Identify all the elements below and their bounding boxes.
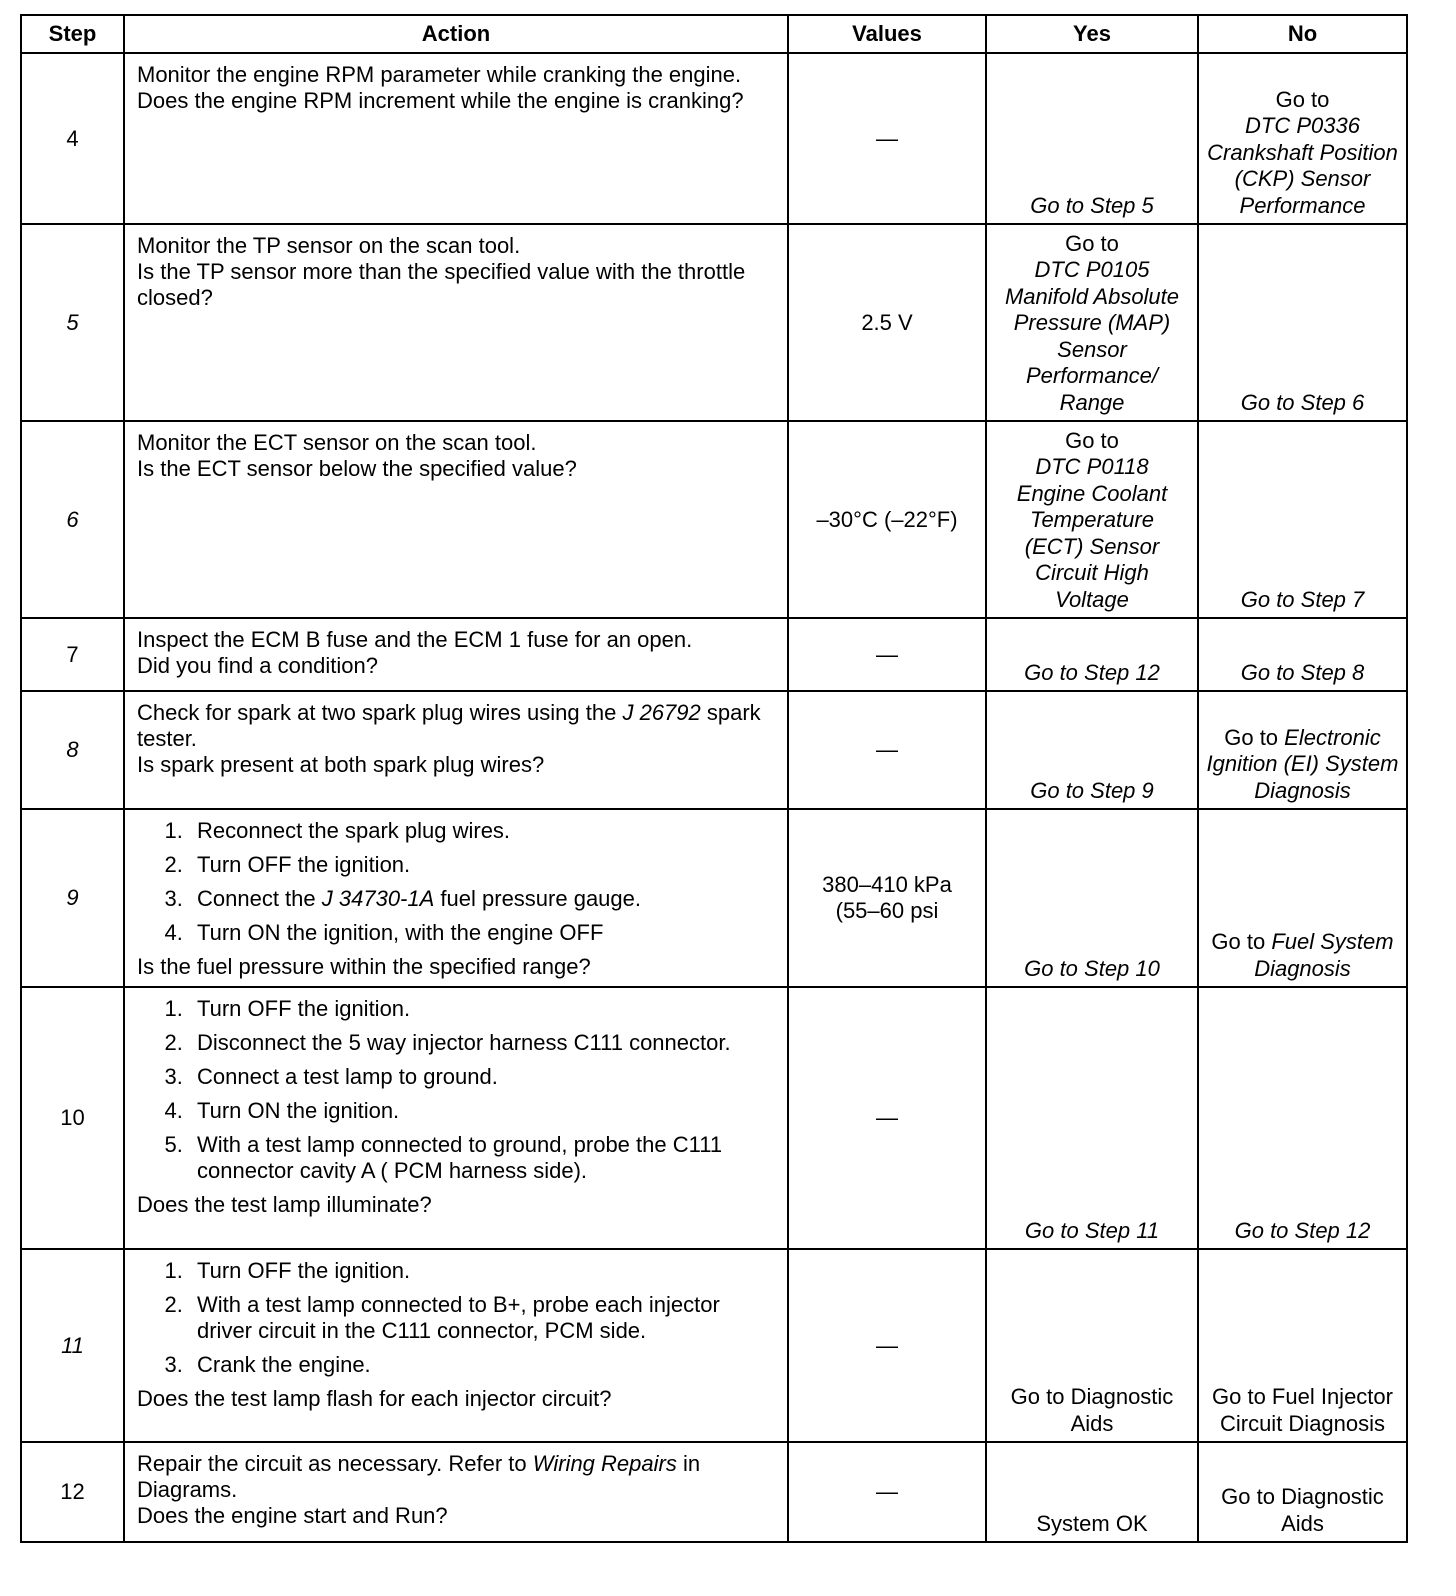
value-cell: — bbox=[788, 53, 986, 224]
wiring-repairs-link[interactable]: Wiring Repairs bbox=[532, 1451, 677, 1476]
procedure-list bbox=[137, 996, 777, 1184]
no-link[interactable]: Go to Step 7 bbox=[1240, 586, 1365, 612]
action-cell bbox=[124, 224, 788, 421]
no-link[interactable]: Go to Step 6 bbox=[1240, 389, 1365, 415]
action-question: Is the TP sensor more than the specified value with the throttle closed? bbox=[137, 259, 746, 310]
yes-cell bbox=[986, 53, 1198, 224]
step-number: 5 bbox=[21, 224, 124, 421]
step-number: 8 bbox=[21, 691, 124, 809]
yes-cell bbox=[986, 618, 1198, 691]
no-link[interactable]: Go to Step 12 bbox=[1234, 1217, 1371, 1243]
yes-cell bbox=[986, 1249, 1198, 1442]
yes-cell bbox=[986, 1442, 1198, 1542]
action-question: Does the engine start and Run? bbox=[137, 1503, 448, 1528]
value-cell: — bbox=[788, 1442, 986, 1542]
no-cell bbox=[1198, 1442, 1407, 1542]
no-prefix: Go to bbox=[1275, 86, 1330, 112]
table-row-step-4 bbox=[21, 53, 1407, 224]
yes-cell bbox=[986, 987, 1198, 1249]
no-cell bbox=[1198, 691, 1407, 809]
header-step: Step bbox=[21, 15, 124, 53]
header-yes: Yes bbox=[986, 15, 1198, 53]
action-question: Does the test lamp illuminate? bbox=[137, 1192, 432, 1217]
yes-prefix: Go to bbox=[1065, 230, 1119, 256]
procedure-item: 2. Turn OFF the ignition. bbox=[189, 852, 777, 878]
action-text bbox=[137, 1451, 777, 1503]
header-row bbox=[21, 15, 1407, 53]
procedure-item: 3. Crank the engine. bbox=[189, 1352, 777, 1378]
action-text: Inspect the ECM B fuse and the ECM 1 fuse for an open. bbox=[137, 627, 693, 652]
tool-reference: J 34730-1A bbox=[321, 886, 435, 911]
value-cell: — bbox=[788, 1249, 986, 1442]
action-cell bbox=[124, 618, 788, 691]
action-cell bbox=[124, 987, 788, 1249]
action-question: Does the test lamp flash for each injector circuit? bbox=[137, 1386, 612, 1411]
yes-link[interactable]: DTC P0105 Manifold Absolute Pressure (MAP) Sensor Performance/ Range bbox=[1004, 257, 1180, 415]
yes-link[interactable]: Go to Step 11 bbox=[1024, 1217, 1160, 1243]
action-question: Does the engine RPM increment while the engine is cranking? bbox=[137, 88, 744, 113]
procedure-item: 1. Turn OFF the ignition. bbox=[189, 1258, 777, 1284]
no-cell bbox=[1198, 809, 1407, 987]
procedure-item: 2. Disconnect the 5 way injector harness C111 connector. bbox=[189, 1030, 777, 1056]
no-prefix: Go to bbox=[1224, 724, 1279, 750]
action-cell bbox=[124, 1249, 788, 1442]
no-cell bbox=[1198, 53, 1407, 224]
procedure-item: 3. Connect a test lamp to ground. bbox=[189, 1064, 777, 1090]
step-number: 4 bbox=[21, 53, 124, 224]
action-text: Monitor the ECT sensor on the scan tool. bbox=[137, 430, 537, 455]
step-number: 10 bbox=[21, 987, 124, 1249]
action-text bbox=[137, 700, 777, 752]
step-number: 7 bbox=[21, 618, 124, 691]
yes-link[interactable]: Go to Step 5 bbox=[1030, 192, 1154, 218]
no-link[interactable]: Electronic Ignition (EI) System Diagnosis bbox=[1206, 724, 1399, 803]
tool-reference: J 26792 bbox=[622, 700, 701, 725]
yes-link[interactable]: Go to Step 12 bbox=[1024, 659, 1160, 685]
yes-cell bbox=[986, 691, 1198, 809]
step-number: 12 bbox=[21, 1442, 124, 1542]
procedure-list bbox=[137, 1258, 777, 1378]
value-cell: 2.5 V bbox=[788, 224, 986, 421]
no-cell bbox=[1198, 618, 1407, 691]
table-row-step-12 bbox=[21, 1442, 1407, 1542]
table-row-step-7 bbox=[21, 618, 1407, 691]
step-number: 9 bbox=[21, 809, 124, 987]
step-number: 6 bbox=[21, 421, 124, 618]
action-cell bbox=[124, 691, 788, 809]
header-no: No bbox=[1198, 15, 1407, 53]
yes-link[interactable]: Go to Step 10 bbox=[1024, 955, 1160, 981]
procedure-item: 2. With a test lamp connected to B+, probe each injector driver circuit in the C111 connector, PCM side. bbox=[189, 1292, 777, 1344]
action-question: Is the ECT sensor below the specified value? bbox=[137, 456, 577, 481]
action-question: Did you find a condition? bbox=[137, 653, 378, 678]
no-link[interactable]: Go to Step 8 bbox=[1240, 659, 1365, 685]
value-cell: –30°C (–22°F) bbox=[788, 421, 986, 618]
action-text-pre: Check for spark at two spark plug wires using the bbox=[137, 700, 617, 725]
value-cell: 380–410 kPa (55–60 psi bbox=[788, 809, 986, 987]
step-number: 11 bbox=[21, 1249, 124, 1442]
procedure-item: 1. Reconnect the spark plug wires. bbox=[189, 818, 777, 844]
no-cell bbox=[1198, 1249, 1407, 1442]
procedure-list bbox=[137, 818, 777, 946]
yes-cell bbox=[986, 421, 1198, 618]
action-text-post: spark tester. bbox=[137, 700, 761, 751]
value-cell: — bbox=[788, 987, 986, 1249]
yes-prefix: Go to bbox=[1065, 427, 1119, 453]
action-text: Monitor the TP sensor on the scan tool. bbox=[137, 233, 521, 258]
action-cell bbox=[124, 1442, 788, 1542]
table-row-step-9 bbox=[21, 809, 1407, 987]
action-question: Is the fuel pressure within the specified range? bbox=[137, 954, 591, 979]
action-cell bbox=[124, 53, 788, 224]
procedure-item: 1. Turn OFF the ignition. bbox=[189, 996, 777, 1022]
action-text-post: in Diagrams. bbox=[137, 1451, 701, 1502]
yes-link[interactable]: Go to Step 9 bbox=[1030, 777, 1154, 803]
yes-link[interactable]: Go to Diagnostic Aids bbox=[1010, 1384, 1174, 1436]
table-row-step-6 bbox=[21, 421, 1407, 618]
value-cell: — bbox=[788, 618, 986, 691]
no-link[interactable]: Go to Fuel Injector Circuit Diagnosis bbox=[1212, 1384, 1393, 1436]
yes-cell bbox=[986, 809, 1198, 987]
value-cell: — bbox=[788, 691, 986, 809]
procedure-item: 4. Turn ON the ignition. bbox=[189, 1098, 777, 1124]
diagnostic-table bbox=[20, 14, 1408, 1543]
header-values: Values bbox=[788, 15, 986, 53]
yes-link[interactable]: DTC P0118 Engine Coolant Temperature (ECT) Sensor Circuit High Voltage bbox=[1016, 454, 1168, 612]
no-prefix: Go to bbox=[1211, 929, 1266, 954]
no-cell bbox=[1198, 224, 1407, 421]
procedure-item bbox=[189, 886, 777, 912]
table-row-step-10 bbox=[21, 987, 1407, 1249]
table-row-step-11 bbox=[21, 1249, 1407, 1442]
action-text: Monitor the engine RPM parameter while cranking the engine. bbox=[137, 62, 742, 87]
yes-cell bbox=[986, 224, 1198, 421]
no-cell bbox=[1198, 987, 1407, 1249]
action-cell bbox=[124, 809, 788, 987]
action-question: Is spark present at both spark plug wires? bbox=[137, 752, 545, 777]
action-text-pre: Repair the circuit as necessary. Refer to bbox=[137, 1451, 527, 1476]
no-cell bbox=[1198, 421, 1407, 618]
no-link[interactable]: DTC P0336 Crankshaft Position (CKP) Sensor Performance bbox=[1207, 113, 1398, 218]
table-row-step-8 bbox=[21, 691, 1407, 809]
table-row-step-5 bbox=[21, 224, 1407, 421]
no-link[interactable]: Fuel System Diagnosis bbox=[1254, 929, 1394, 981]
header-action: Action bbox=[124, 15, 788, 53]
procedure-text-pre: Connect the bbox=[197, 886, 316, 911]
procedure-text-post: fuel pressure gauge. bbox=[440, 886, 641, 911]
procedure-item: 4. Turn ON the ignition, with the engine OFF bbox=[189, 920, 777, 946]
no-link[interactable]: Go to Diagnostic Aids bbox=[1221, 1484, 1384, 1536]
action-cell bbox=[124, 421, 788, 618]
procedure-item: 5. With a test lamp connected to ground, probe the C111 connector cavity A ( PCM harness side). bbox=[189, 1132, 777, 1184]
yes-result: System OK bbox=[1036, 1510, 1148, 1536]
